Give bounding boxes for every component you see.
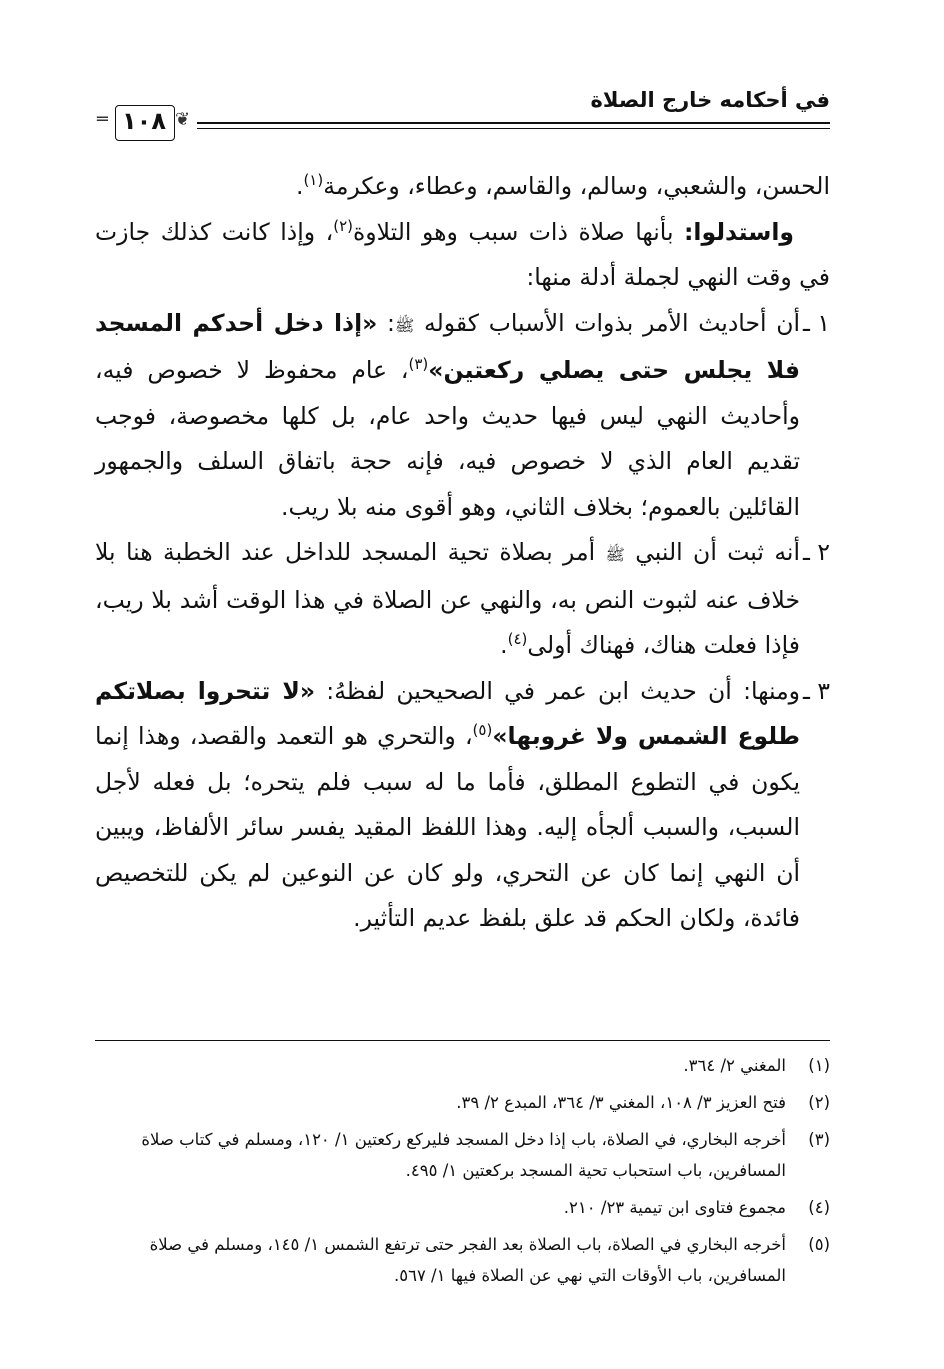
page-number: ١٠٨ xyxy=(122,107,166,135)
footnote-text: مجموع فتاوى ابن تيمية ٢٣/ ٢١٠. xyxy=(563,1198,786,1217)
footnote-text: فتح العزيز ٣/ ١٠٨، المغني ٣/ ٣٦٤، المبدع ٢/ ٣٩. xyxy=(456,1093,786,1112)
list-item xyxy=(95,669,830,942)
paragraph-evidence xyxy=(95,210,830,301)
paragraph-continuation xyxy=(95,164,830,210)
footnote xyxy=(95,1124,830,1186)
main-text xyxy=(95,164,830,942)
footnote xyxy=(95,1229,830,1291)
item-text: ومنها: أن حديث ابن عمر في الصحيحين لفظهُ: xyxy=(315,676,801,705)
salutation-glyph: ﷺ xyxy=(605,545,625,564)
footnote-ref: (٥) xyxy=(472,721,493,740)
running-header xyxy=(93,82,830,152)
ornament-left-icon: ═ xyxy=(97,109,108,130)
item-text: : xyxy=(377,308,395,337)
item-number: ٣ ـ xyxy=(803,676,830,705)
footnote-text: أخرجه البخاري في الصلاة، باب الصلاة بعد الفجر حتى ترتفع الشمس ١/ ١٤٥، ومسلم في صلاة المسافرين، باب الأوقات التي نهي عن الصلاة فيها ١/ ٥٦٧. xyxy=(149,1235,786,1285)
footnote-number: (٢) xyxy=(808,1093,830,1112)
footnote-number: (٥) xyxy=(808,1235,830,1254)
ornament-right-icon: ❦ xyxy=(175,109,191,130)
paragraph-text: بأنها صلاة ذات سبب وهو التلاوة xyxy=(352,217,685,246)
footnote-text: أخرجه البخاري، في الصلاة، باب إذا دخل المسجد فليركع ركعتين ١/ ١٢٠، ومسلم في كتاب صلاة المسافرين، باب استحباب تحية المسجد بركعتين ١/ ٤٩٥. xyxy=(141,1130,786,1180)
salutation-glyph: ﷺ xyxy=(394,315,415,335)
item-text: أمر بصلاة تحية المسجد للداخل عند الخطبة هنا بلا خلاف عنه لثبوت النص به، والنهي عن الصلاة في هذا الوقت أشد بلا ريب، فإذا فعلت هناك، فهناك أولى xyxy=(95,538,800,659)
item-text: ، عام محفوظ لا خصوص فيه، وأحاديث النهي ليس فيها حديث واحد عام، بل كلها مخصوصة، فوجب تقديم العام الذي لا خصوص فيه، فإنه حجة باتفاق السلف والجمهور القائلين بالعموم؛ بخلاف الثاني، وهو أقوى منه بلا ريب. xyxy=(95,356,800,521)
footnote xyxy=(95,1050,830,1081)
lead-word: واستدلوا: xyxy=(684,217,794,246)
item-number: ١ ـ xyxy=(803,308,830,337)
paragraph-text: الحسن، والشعبي، وسالم، والقاسم، وعطاء، وعكرمة xyxy=(323,172,830,200)
list-item xyxy=(95,301,830,531)
page-number-frame xyxy=(93,99,197,145)
list-item xyxy=(95,530,830,669)
paragraph-text: . xyxy=(295,172,304,200)
running-title: في أحكامه خارج الصلاة xyxy=(590,88,830,112)
hadith-quote: «إذا دخل أحدكم المسجد فلا يجلس حتى يصلي ركعتين» xyxy=(95,308,800,384)
footnote-ref: (١) xyxy=(303,171,324,190)
hadith-quote: «لا تتحروا بصلاتكم طلوع الشمس ولا غروبها» xyxy=(95,676,800,750)
item-text: . xyxy=(500,631,508,659)
footnote-number: (٣) xyxy=(808,1130,830,1149)
footnote xyxy=(95,1087,830,1118)
footnotes xyxy=(95,1050,830,1297)
footnote-ref: (٤) xyxy=(507,630,528,649)
item-text: أن أحاديث الأمر بذوات الأسباب كقوله xyxy=(414,308,800,337)
item-text: أنه ثبت أن النبي xyxy=(624,538,800,566)
paragraph-text: ، وإذا كانت كذلك جازت في وقت النهي لجملة أدلة منها: xyxy=(95,217,830,291)
footnote xyxy=(95,1192,830,1223)
footnote-separator xyxy=(95,1040,830,1041)
item-number: ٢ ـ xyxy=(803,538,830,566)
footnote-number: (١) xyxy=(808,1056,830,1075)
footnote-number: (٤) xyxy=(808,1198,830,1217)
item-text: ، والتحري هو التعمد والقصد، وهذا إنما يكون في التطوع المطلق، فأما ما له سبب فلم يتحره؛ بل فعله لأجل السبب، والسبب ألجأه إليه. وهذا اللفظ المقيد يفسر سائر الألفاظ، ويبين أن النهي إنما كان عن التحري، ولو كان عن النوعين لم يكن للتخصيص فائدة، ولكان الحكم قد علق بلفظ عديم التأثير. xyxy=(95,722,800,932)
header-rule xyxy=(93,122,830,124)
footnote-text: المغني ٢/ ٣٦٤. xyxy=(683,1056,786,1075)
header-rule-thin xyxy=(93,128,830,129)
footnote-ref: (٣) xyxy=(408,355,429,374)
footnote-ref: (٢) xyxy=(333,216,353,235)
